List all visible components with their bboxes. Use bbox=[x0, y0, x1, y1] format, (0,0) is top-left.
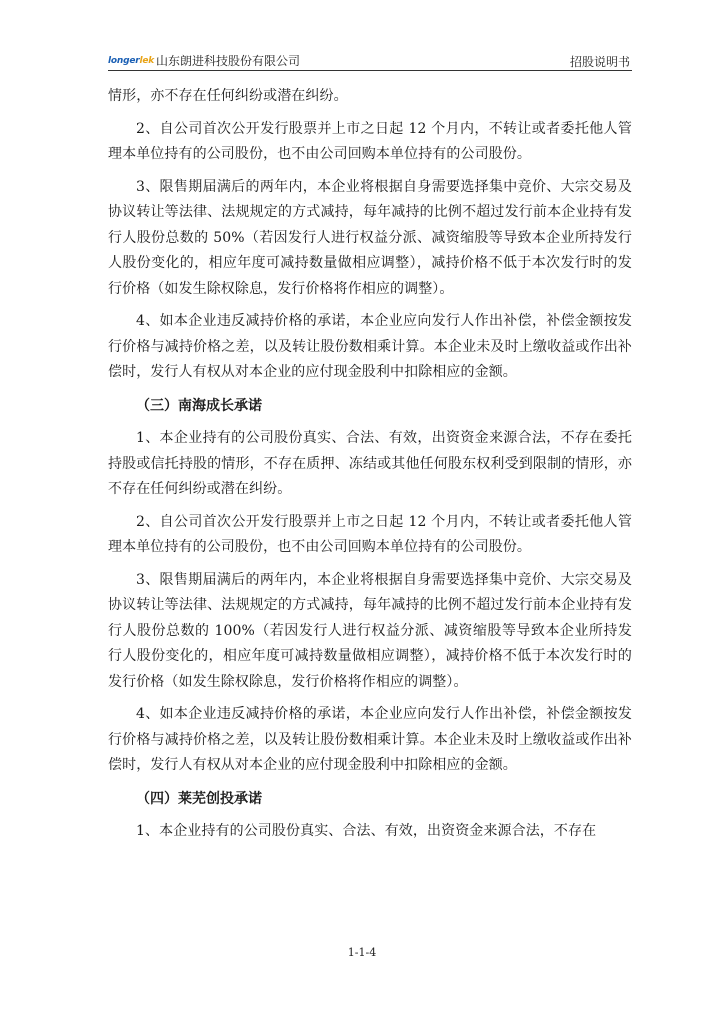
body-paragraph: 3、限售期届满后的两年内，本企业将根据自身需要选择集中竞价、大宗交易及协议转让等法律、法规规定的方式减持，每年减持的比例不超过发行前本企业持有发行人股份总数的 50%（若因发行人进行权益分派、减资缩股等导致本企业所持发行人股份变化的，相应年度可减持数量做相应调整），减持价格不低于本次发行时的发行价格（如发生除权除息，发行价格将作相应的调整）。 bbox=[108, 178, 632, 297]
section-heading: （四）莱芜创投承诺 bbox=[136, 790, 262, 807]
body-paragraph: 3、限售期届满后的两年内，本企业将根据自身需要选择集中竞价、大宗交易及协议转让等法律、法规规定的方式减持，每年减持的比例不超过发行前本企业持有发行人股份总数的 100%（若因发行人进行权益分派、减资缩股等导致本企业所持发行人股份变化的，相应年度可减持数量做相应调整），减持价格不低于本次发行时的发行价格（如发生除权除息，发行价格将作相应的调整）。 bbox=[108, 571, 632, 690]
body-paragraph: 4、如本企业违反减持价格的承诺，本企业应向发行人作出补偿，补偿金额按发行价格与减持价格之差，以及转让股份数相乘计算。本企业未及时上缴收益或作出补偿时，发行人有权从对本企业的应付现金股利中扣除相应的金额。 bbox=[108, 313, 632, 380]
page-number: 1-1-4 bbox=[347, 946, 377, 959]
body-paragraph: 2、自公司首次公开发行股票并上市之日起 12 个月内，不转让或者委托他人管理本单位持有的公司股份，也不由公司回购本单位持有的公司股份。 bbox=[108, 513, 632, 555]
body-paragraph: 4、如本企业违反减持价格的承诺，本企业应向发行人作出补偿，补偿金额按发行价格与减持价格之差，以及转让股份数相乘计算。本企业未及时上缴收益或作出补偿时，发行人有权从对本企业的应付现金股利中扣除相应的金额。 bbox=[108, 706, 632, 773]
document-body bbox=[108, 84, 632, 845]
section-heading: （三）南海成长承诺 bbox=[136, 397, 262, 414]
logo-mark: longerlek bbox=[108, 55, 155, 66]
body-paragraph: 1、本企业持有的公司股份真实、合法、有效，出资资金来源合法，不存在 bbox=[136, 823, 597, 839]
body-paragraph: 1、本企业持有的公司股份真实、合法、有效，出资资金来源合法，不存在委托持股或信托持股的情形，不存在质押、冻结或其他任何股东权利受到限制的情形，亦不存在任何纠纷或潜在纠纷。 bbox=[108, 430, 632, 497]
document-type: 招股说明书 bbox=[569, 55, 630, 69]
body-paragraph: 2、自公司首次公开发行股票并上市之日起 12 个月内，不转让或者委托他人管理本单位持有的公司股份，也不由公司回购本单位持有的公司股份。 bbox=[108, 120, 632, 162]
page-header bbox=[108, 50, 632, 71]
company-logo bbox=[108, 52, 300, 69]
company-name: 山东朗进科技股份有限公司 bbox=[156, 54, 301, 68]
body-paragraph: 情形，亦不存在任何纠纷或潜在纠纷。 bbox=[108, 88, 348, 104]
